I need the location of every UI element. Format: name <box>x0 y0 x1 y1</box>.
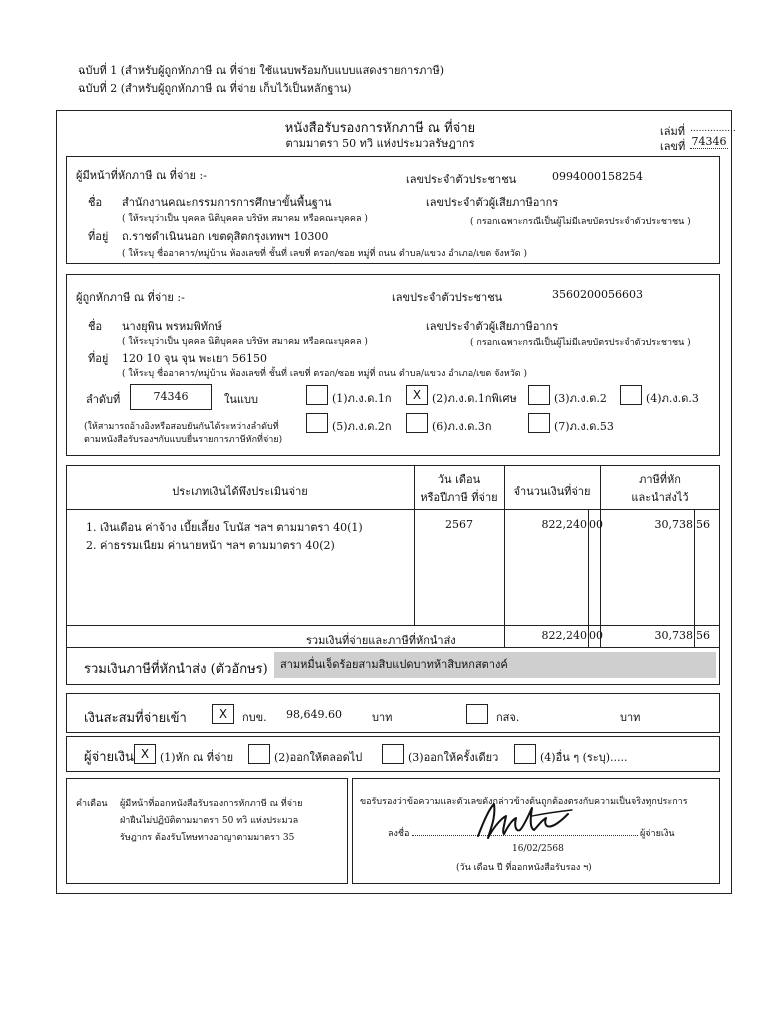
payer-type-2-label: (2)ออกให้ตลอดไป <box>274 751 363 764</box>
payee-id-value: 3560200056603 <box>552 288 643 301</box>
book-value: ................ <box>690 124 736 134</box>
form-1-label: (1)ภ.ง.ด.1ก <box>332 392 392 405</box>
payer-type-4-label: (4)อื่น ๆ (ระบุ)..... <box>540 751 628 764</box>
total-label: รวมเงินที่จ่ายและภาษีที่หักนำส่ง <box>306 634 456 647</box>
payer-type-1-checkbox[interactable]: X <box>134 744 156 764</box>
form-2-label: (2)ภ.ง.ด.1กพิเศษ <box>432 392 517 405</box>
warning-line-2: ฝ่าฝืนไม่ปฏิบัติตามมาตรา 50 ทวิ แห่งประมวล <box>120 816 299 826</box>
col-header-tax-1: ภาษีที่หัก <box>639 473 681 486</box>
payee-id-label: เลขประจำตัวประชาชน <box>392 291 503 304</box>
income-row-1-year: 2567 <box>445 518 473 531</box>
copy-1-note: ฉบับที่ 1 (สำหรับผู้ถูกหักภาษี ณ ที่จ่าย ใช้แนบพร้อมกับแบบแสดงรายการภาษี) <box>78 64 445 77</box>
sign-suffix: ผู้จ่ายเงิน <box>640 829 675 839</box>
income-row-1-amount-dec: 00 <box>589 518 603 531</box>
payer-name-hint: ( ให้ระบุว่าเป็น บุคคล นิติบุคคล บริษัท สมาคม หรือคณะบุคคล ) <box>122 214 368 224</box>
col-header-date-1: วัน เดือน <box>437 473 481 486</box>
payer-type-4-checkbox[interactable] <box>514 744 536 764</box>
form-1-checkbox[interactable] <box>306 385 328 405</box>
document-subtitle: ตามมาตรา 50 ทวิ แห่งประมวลรัษฎากร <box>285 137 475 150</box>
income-row-1-tax: 30,738 <box>654 518 693 531</box>
payer-section-title: ผู้มีหน้าที่หักภาษี ณ ที่จ่าย :- <box>76 169 207 182</box>
fund-label: เงินสะสมที่จ่ายเข้า <box>84 711 187 726</box>
table-total-divider <box>66 625 720 626</box>
total-amount: 822,240 <box>541 629 587 642</box>
gsj-unit: บาท <box>620 711 641 724</box>
total-amount-dec: 00 <box>589 629 603 642</box>
payee-address-hint: ( ให้ระบุ ชื่ออาคาร/หมู่บ้าน ห้องเลขที่ ชั้นที่ เลขที่ ตรอก/ซอย หมู่ที่ ถนน ตำบล/แขวง อำเภอ/เขต จังหวัด ) <box>122 369 527 379</box>
form-type-label: ในแบบ <box>224 393 258 406</box>
book-label: เล่มที่ <box>660 125 686 138</box>
income-row-1-tax-dec: 56 <box>696 518 710 531</box>
form-5-label: (5)ภ.ง.ด.2ก <box>332 420 392 433</box>
form-4-checkbox[interactable] <box>620 385 642 405</box>
sequence-value-box[interactable]: 74346 <box>130 384 212 410</box>
warning-line-3: รัษฎากร ต้องรับโทษทางอาญาตามมาตรา 35 <box>120 833 295 843</box>
form-7-label: (7)ภ.ง.ด.53 <box>554 420 614 433</box>
payer-tax-id-label: เลขประจำตัวผู้เสียภาษีอากร <box>426 196 559 209</box>
document-title: หนังสือรับรองการหักภาษี ณ ที่จ่าย <box>284 121 476 136</box>
payee-name-hint: ( ให้ระบุว่าเป็น บุคคล นิติบุคคล บริษัท สมาคม หรือคณะบุคคล ) <box>122 337 368 347</box>
payer-address-value: ถ.ราชดำเนินนอก เขตดุสิตกรุงเทพฯ 10300 <box>122 230 329 243</box>
sign-date: 16/02/2568 <box>512 844 564 854</box>
number-value: 74346 <box>691 135 727 148</box>
table-tax-decimal-divider <box>694 509 695 647</box>
form-2-checkbox[interactable]: X <box>406 385 428 405</box>
gpf-unit: บาท <box>372 711 393 724</box>
gsj-checkbox[interactable] <box>466 704 488 724</box>
income-row-2-desc: 2. ค่าธรรมเนียม ค่านายหน้า ฯลฯ ตามมาตรา 40(2) <box>86 539 335 552</box>
total-tax-dec: 56 <box>696 629 710 642</box>
total-tax: 30,738 <box>654 629 693 642</box>
form-4-label: (4)ภ.ง.ด.3 <box>646 392 699 405</box>
payer-id-label: เลขประจำตัวประชาชน <box>406 173 517 186</box>
sequence-label: ลำดับที่ <box>86 393 121 406</box>
payer-type-2-checkbox[interactable] <box>248 744 270 764</box>
warning-line-1: ผู้มีหน้าที่ออกหนังสือรับรองการหักภาษี ณ ที่จ่าย <box>120 799 303 809</box>
payee-address-label: ที่อยู่ <box>88 352 109 365</box>
tax-words-label: รวมเงินภาษีที่หักนำส่ง (ตัวอักษร) <box>84 662 268 677</box>
sequence-note-2: ตามหนังสือรับรองฯกับแบบยื่นรายการภาษีหักที่จ่าย) <box>84 435 283 445</box>
certify-statement: ขอรับรองว่าข้อความและตัวเลขดังกล่าวข้างต้นถูกต้องตรงกับความเป็นจริงทุกประการ <box>360 797 688 807</box>
payer-type-3-checkbox[interactable] <box>382 744 404 764</box>
gpf-checkbox[interactable]: X <box>212 704 234 724</box>
form-3-checkbox[interactable] <box>528 385 550 405</box>
payer-type-3-label: (3)ออกให้ครั้งเดียว <box>408 751 499 764</box>
table-header-divider <box>66 509 720 510</box>
payee-name-value: นางยุพิน พรหมพิทักษ์ <box>122 320 222 333</box>
payer-address-label: ที่อยู่ <box>88 230 109 243</box>
copy-2-note: ฉบับที่ 2 (สำหรับผู้ถูกหักภาษี ณ ที่จ่าย เก็บไว้เป็นหลักฐาน) <box>78 82 352 95</box>
form-7-checkbox[interactable] <box>528 413 550 433</box>
col-header-amount: จำนวนเงินที่จ่าย <box>513 485 591 498</box>
form-3-label: (3)ภ.ง.ด.2 <box>554 392 607 405</box>
number-label: เลขที่ <box>660 140 686 153</box>
payer-type-1-label: (1)หัก ณ ที่จ่าย <box>160 751 234 764</box>
sequence-note-1: (ให้สามารถอ้างอิงหรือสอบยันกันได้ระหว่างลำดับที่ <box>84 422 279 432</box>
payer-id-value: 0994000158254 <box>552 170 643 183</box>
signature-image <box>472 796 582 842</box>
payer-address-hint: ( ให้ระบุ ชื่ออาคาร/หมู่บ้าน ห้องเลขที่ ชั้นที่ เลขที่ ตรอก/ซอย หมู่ที่ ถนน ตำบล/แขวง อำเภอ/เขต จังหวัด ) <box>122 249 527 259</box>
payee-section-title: ผู้ถูกหักภาษี ณ ที่จ่าย :- <box>76 291 185 304</box>
tax-words-value: สามหมื่นเจ็ดร้อยสามสิบแปดบาทห้าสิบหกสตางค์ <box>274 652 716 678</box>
payee-address-value: 120 10 จุน จุน พะเยา 56150 <box>122 352 267 365</box>
payee-tax-id-label: เลขประจำตัวผู้เสียภาษีอากร <box>426 320 559 333</box>
payer-name-value: สำนักงานคณะกรรมการการศึกษาขั้นพื้นฐาน <box>122 196 332 209</box>
form-5-checkbox[interactable] <box>306 413 328 433</box>
gsj-label: กสจ. <box>496 711 520 724</box>
form-6-checkbox[interactable] <box>406 413 428 433</box>
payee-name-label: ชื่อ <box>88 320 103 333</box>
income-row-1-amount: 822,240 <box>541 518 587 531</box>
warning-label: คำเตือน <box>76 799 108 809</box>
payer-tax-id-hint: ( กรอกเฉพาะกรณีเป็นผู้ไม่มีเลขบัตรประจำตัวประชาชน ) <box>470 217 691 227</box>
col-header-income-type: ประเภทเงินได้พึงประเมินจ่าย <box>172 485 308 498</box>
payee-tax-id-hint: ( กรอกเฉพาะกรณีเป็นผู้ไม่มีเลขบัตรประจำตัวประชาชน ) <box>470 338 691 348</box>
sign-date-note: (วัน เดือน ปี ที่ออกหนังสือรับรอง ฯ) <box>456 863 592 873</box>
col-header-date-2: หรือปีภาษี ที่จ่าย <box>420 491 498 504</box>
form-6-label: (6)ภ.ง.ด.3ก <box>432 420 492 433</box>
gpf-label: กบข. <box>242 711 267 724</box>
income-row-1-desc: 1. เงินเดือน ค่าจ้าง เบี้ยเลี้ยง โบนัส ฯลฯ ตามมาตรา 40(1) <box>86 521 363 534</box>
payer-name-label: ชื่อ <box>88 196 103 209</box>
payer-type-label: ผู้จ่ายเงิน <box>84 750 134 765</box>
col-header-tax-2: และนำส่งไว้ <box>631 491 689 504</box>
gpf-amount: 98,649.60 <box>286 708 342 721</box>
sign-label: ลงชื่อ <box>388 829 410 839</box>
